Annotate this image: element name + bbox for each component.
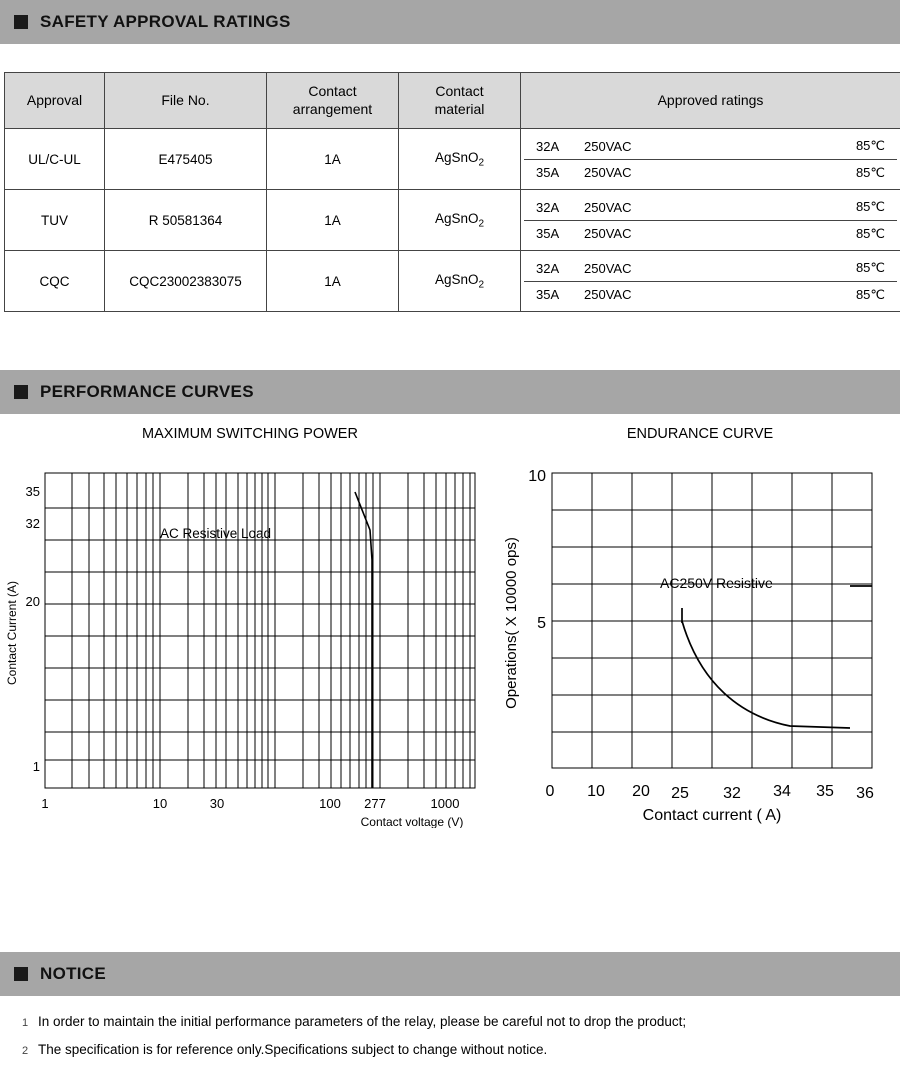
square-marker-icon [14, 967, 28, 981]
x-tick-label: 36 [856, 785, 874, 802]
y-tick-label: 32 [25, 516, 40, 531]
rating-line [524, 159, 897, 185]
section-title: NOTICE [40, 964, 107, 983]
material-text: AgSnO [434, 149, 479, 165]
y-tick-label: 5 [537, 615, 546, 632]
curve-endurance [682, 621, 850, 728]
cell-approval: TUV [5, 190, 105, 251]
column-header-approval: Approval [5, 73, 105, 129]
y-tick-label: 35 [25, 484, 40, 499]
x-tick-label: 1 [41, 796, 49, 811]
rating-temperature: 85℃ [855, 138, 885, 153]
square-marker-icon [14, 15, 28, 29]
material-subscript: 2 [478, 218, 485, 230]
rating-temperature: 85℃ [855, 164, 885, 180]
rating-temperature: 85℃ [855, 286, 885, 302]
notice-number: 2 [21, 1045, 29, 1057]
performance-curves-section [0, 370, 900, 833]
chart-canvas [0, 448, 500, 833]
x-tick-label: 10 [152, 796, 168, 811]
cell-arrangement: 1A [267, 129, 399, 190]
material-subscript: 2 [478, 279, 485, 291]
cell-approved-ratings [521, 190, 900, 251]
x-axis-label: Contact current ( A) [642, 807, 782, 824]
cell-file-no: E475405 [105, 129, 267, 190]
section-header-performance-curves [0, 370, 900, 414]
column-header-file-no: File No. [105, 73, 267, 129]
cell-approval: UL/C-UL [5, 129, 105, 190]
cell-approved-ratings [521, 251, 900, 312]
chart-endurance-curve [500, 426, 900, 833]
x-tick-label: 1000 [430, 796, 460, 811]
cell-material [399, 129, 521, 190]
rating-current: 35A [536, 226, 560, 241]
cell-material [399, 190, 521, 251]
material-text: AgSnO [434, 271, 479, 287]
x-tick-label: 30 [209, 796, 225, 811]
list-item [12, 1014, 900, 1029]
x-tick-label: 25 [671, 785, 689, 802]
rating-voltage: 250VAC [584, 260, 632, 276]
chart-title: ENDURANCE CURVE [626, 426, 774, 442]
material-subscript: 2 [478, 157, 485, 169]
x-tick-label: 35 [816, 783, 834, 800]
rating-temperature: 85℃ [855, 260, 885, 275]
section-header-safety-approval-ratings [0, 0, 900, 44]
rating-temperature: 85℃ [855, 199, 885, 214]
curve-switching-limit [355, 492, 372, 560]
column-header-approved-ratings: Approved ratings [521, 73, 900, 129]
notice-text: The specification is for reference only.Specifications subject to change without notice. [38, 1042, 548, 1057]
rating-voltage: 250VAC [584, 138, 632, 154]
x-tick-label: 10 [587, 783, 605, 800]
rating-temperature: 85℃ [855, 225, 885, 241]
column-header-contact-arrangement [267, 73, 399, 129]
chart-title: MAXIMUM SWITCHING POWER [142, 426, 358, 442]
y-tick-label: 1 [32, 759, 40, 774]
rating-line [524, 194, 897, 220]
section-header-notice [0, 952, 900, 996]
rating-current: 32A [536, 260, 560, 276]
rating-line [524, 220, 897, 246]
contact-material-line2: material [434, 100, 485, 117]
material-text: AgSnO [434, 210, 479, 226]
notice-list [0, 996, 900, 1057]
y-tick-label: 10 [528, 468, 546, 485]
section-title: SAFETY APPROVAL RATINGS [40, 12, 291, 31]
rating-line [524, 133, 897, 159]
contact-material-line1: Contact [435, 83, 484, 99]
rating-line [524, 255, 897, 281]
rating-current: 35A [536, 287, 560, 302]
endurance-curve-svg [500, 448, 900, 828]
chart-canvas [500, 448, 900, 833]
chart-maximum-switching-power [0, 426, 500, 833]
contact-arrangement-line2: arrangement [292, 100, 373, 117]
square-marker-icon [14, 385, 28, 399]
rating-current: 35A [536, 165, 560, 180]
charts-row [0, 426, 900, 833]
chart-annotation: AC250V Resistive [660, 575, 773, 591]
cell-arrangement: 1A [267, 190, 399, 251]
table-row [5, 129, 900, 190]
rating-voltage: 250VAC [584, 287, 632, 302]
safety-approval-table [4, 72, 900, 312]
rating-voltage: 250VAC [584, 165, 632, 180]
x-tick-label: 277 [364, 796, 386, 811]
chart-annotation: AC Resistive Load [160, 526, 272, 541]
rating-voltage: 250VAC [584, 199, 632, 215]
y-tick-label: 20 [25, 594, 40, 609]
x-tick-label: 34 [773, 783, 791, 800]
y-axis-label: Contact Current (A) [5, 580, 19, 686]
cell-approval: CQC [5, 251, 105, 312]
x-tick-label: 32 [723, 785, 741, 802]
x-tick-label: 100 [319, 796, 341, 811]
rating-current: 32A [536, 199, 560, 215]
cell-file-no: CQC23002383075 [105, 251, 267, 312]
table-row [5, 190, 900, 251]
max-switching-power-svg [0, 448, 500, 828]
cell-approved-ratings [521, 129, 900, 190]
x-tick-label: 0 [545, 783, 555, 800]
notice-text: In order to maintain the initial performance parameters of the relay, please be careful not to drop the product; [38, 1014, 687, 1029]
table-header-row [5, 73, 900, 129]
x-axis-label: Contact voltage (V) [360, 815, 464, 828]
y-axis-label: Operations( X 10000 ops) [503, 537, 520, 709]
column-header-contact-material [399, 73, 521, 129]
x-tick-label: 20 [632, 783, 650, 800]
table-row [5, 251, 900, 312]
cell-file-no: R 50581364 [105, 190, 267, 251]
contact-arrangement-line1: Contact [308, 83, 357, 99]
list-item [12, 1042, 900, 1057]
notice-number: 1 [21, 1017, 29, 1029]
section-title: PERFORMANCE CURVES [40, 382, 254, 401]
rating-current: 32A [536, 138, 560, 154]
notice-section [0, 952, 900, 1070]
cell-arrangement: 1A [267, 251, 399, 312]
cell-material [399, 251, 521, 312]
rating-voltage: 250VAC [584, 226, 632, 241]
safety-approval-table-wrapper [0, 72, 900, 312]
rating-line [524, 281, 897, 307]
